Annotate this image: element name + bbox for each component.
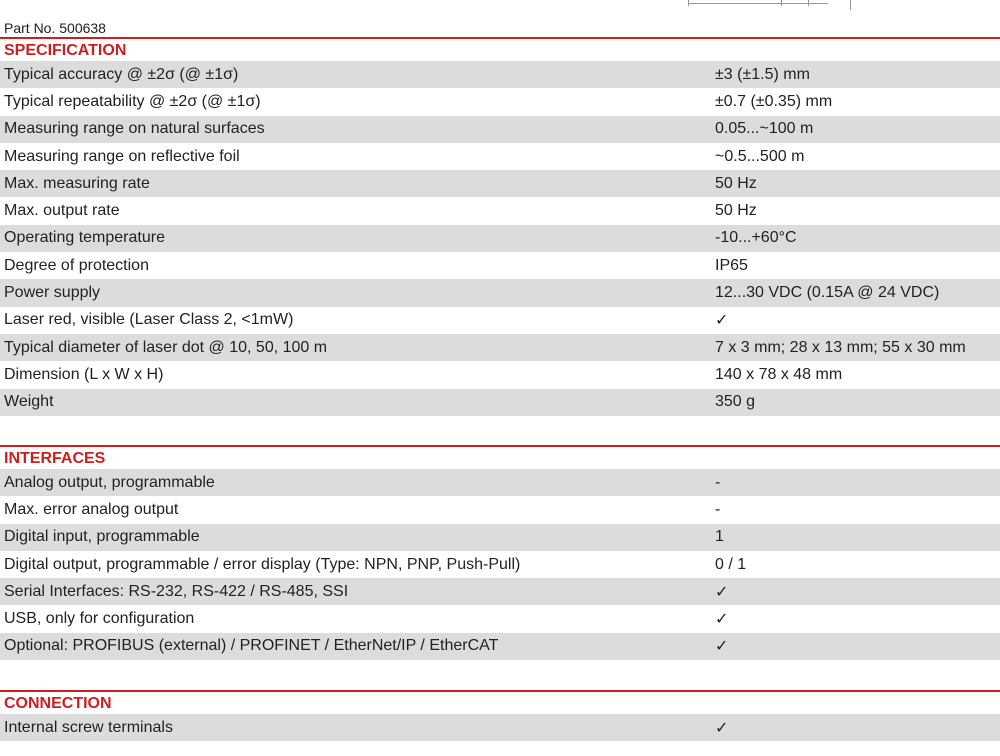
table-row (0, 496, 1000, 523)
row-value: IP65 (715, 256, 748, 274)
row-value: - (715, 473, 721, 491)
table-row (0, 524, 1000, 551)
row-label: Measuring range on reflective foil (4, 147, 240, 165)
row-value: 50 Hz (715, 202, 757, 220)
row-label: Internal screw terminals (4, 718, 173, 736)
table-row (0, 307, 1000, 334)
row-value: ±0.7 (±0.35) mm (715, 92, 833, 110)
table-row (0, 551, 1000, 578)
section-title: SPECIFICATION (0, 37, 1000, 61)
row-label: Serial Interfaces: RS-232, RS-422 / RS-485, SSI (4, 582, 349, 600)
row-value: 50 Hz (715, 174, 757, 192)
table-row (0, 225, 1000, 252)
table-row (0, 197, 1000, 224)
section-title: INTERFACES (0, 445, 1000, 469)
dimension-line (688, 3, 828, 4)
table-row (0, 714, 1000, 741)
row-label: Weight (4, 393, 54, 411)
dimension-tick (808, 0, 809, 6)
row-label: Measuring range on natural surfaces (4, 120, 265, 138)
table-row (0, 605, 1000, 632)
specification-table (0, 61, 1000, 416)
table-row (0, 389, 1000, 416)
row-label: Digital output, programmable / error display (Type: NPN, PNP, Push-Pull) (4, 555, 521, 573)
row-value: - (715, 500, 721, 518)
table-row (0, 170, 1000, 197)
dimension-drawing-fragment (0, 0, 1000, 20)
row-value: ✓ (715, 611, 729, 629)
row-value: ±3 (±1.5) mm (715, 65, 810, 83)
row-label: Typical accuracy @ ±2σ (@ ±1σ) (4, 65, 239, 83)
row-value: 0 / 1 (715, 555, 747, 573)
dimension-line-vertical (850, 0, 851, 10)
dimension-tick (781, 0, 782, 6)
row-label: Max. error analog output (4, 500, 179, 518)
row-label: Typical diameter of laser dot @ 10, 50, 100 m (4, 338, 328, 356)
row-label: Laser red, visible (Laser Class 2, <1mW) (4, 311, 294, 329)
row-label: Digital input, programmable (4, 528, 200, 546)
row-value: ✓ (715, 312, 729, 330)
connection-section (0, 690, 1000, 741)
table-row (0, 88, 1000, 115)
table-row (0, 334, 1000, 361)
row-label: Dimension (L x W x H) (4, 365, 164, 383)
row-label: Max. measuring rate (4, 174, 150, 192)
interfaces-section (0, 445, 1000, 660)
section-title: CONNECTION (0, 690, 1000, 714)
row-label: Degree of protection (4, 256, 149, 274)
row-value: 140 x 78 x 48 mm (715, 365, 843, 383)
table-row (0, 279, 1000, 306)
row-value: ✓ (715, 719, 729, 737)
table-row (0, 361, 1000, 388)
table-row (0, 143, 1000, 170)
interfaces-table (0, 469, 1000, 660)
row-value: 350 g (715, 393, 756, 411)
row-value: ✓ (715, 638, 729, 656)
row-label: Operating temperature (4, 229, 165, 247)
row-label: Analog output, programmable (4, 473, 215, 491)
row-value: ~0.5...500 m (715, 147, 805, 165)
row-label: Power supply (4, 284, 101, 302)
dimension-tick (688, 0, 689, 6)
table-row (0, 252, 1000, 279)
table-row (0, 633, 1000, 660)
table-row (0, 578, 1000, 605)
row-label: Optional: PROFIBUS (external) / PROFINET / EtherNet/IP / EtherCAT (4, 637, 499, 655)
row-label: USB, only for configuration (4, 610, 195, 628)
row-value: 12...30 VDC (0.15A @ 24 VDC) (715, 284, 940, 302)
row-value: 1 (715, 528, 724, 546)
row-label: Typical repeatability @ ±2σ (@ ±1σ) (4, 92, 261, 110)
table-row (0, 469, 1000, 496)
part-number: Part No. 500638 (4, 20, 106, 36)
row-value: ✓ (715, 583, 729, 601)
row-label: Max. output rate (4, 202, 120, 220)
table-row (0, 116, 1000, 143)
connection-table (0, 714, 1000, 741)
row-value: -10...+60°C (715, 229, 797, 247)
row-value: 7 x 3 mm; 28 x 13 mm; 55 x 30 mm (715, 338, 966, 356)
specification-section (0, 37, 1000, 416)
table-row (0, 61, 1000, 88)
row-value: 0.05...~100 m (715, 120, 814, 138)
